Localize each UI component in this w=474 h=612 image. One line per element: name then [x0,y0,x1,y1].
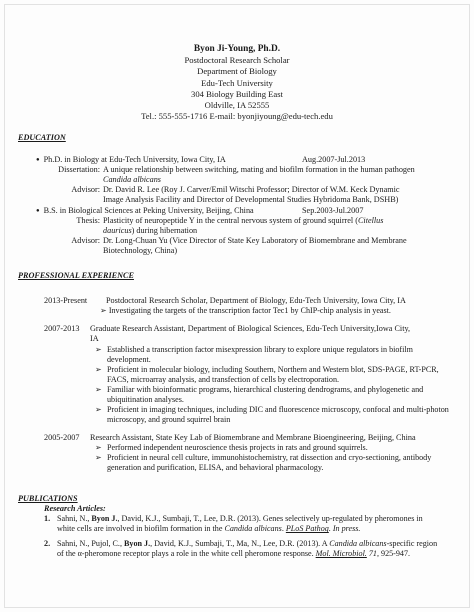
job-2-bullet-3: ➢ Familiar with bioinformatic programs, hierarchical clustering dendrograms, and phylogenetic and ubiquitination analyses. [95,385,424,405]
job-1-title: Postdoctoral Research Scholar, Department of Biology, Edu-Tech University, Iowa City, IA [106,296,406,305]
university: Edu-Tech University [201,77,273,88]
bullet-arrow-icon: ➢ [95,453,102,462]
advisor-text-1: Dr. David R. Lee (Roy J. Carver/Emil Witschi Professor; Director of W.M. Keck Dynamic [103,185,400,194]
address-line-1: 304 Biology Building East [191,88,283,99]
thesis-text-1: Plasticity of neuropeptide Y in the central nervous system of ground squirrel (Citellus [103,216,384,225]
bullet-arrow-icon: ➢ [95,385,102,394]
job-2-title-cont: IA [90,334,99,343]
bullet-arrow-icon: ➢ [95,405,102,414]
job-2-bullet-4: ➢ Proficient in imaging techniques, including DIC and fluorescence microscopy, confocal and multi-photon microscopy, and ground squirrel brain [95,405,449,425]
address-line-2: Oldville, IA 52555 [204,100,270,111]
publications-subheading: Research Articles: [44,504,106,513]
person-name: Byon Ji-Young, Ph.D. [193,44,281,54]
job-1-bullet-1: ➢ Investigating the targets of the transcription factor Tec1 by ChIP-chip analysis in yeast. [100,306,391,315]
thesis-label: Thesis: [76,216,100,225]
pub-1-number: 1. [44,514,51,523]
advisor2-label: Advisor: [71,236,100,245]
advisor2-text-1: Dr. Long-Chuan Yu (Vice Director of State Key Laboratory of Biomembrane and Membrane [103,236,407,245]
bullet-arrow-icon: ➢ [95,443,102,452]
job-2-bullet-2: ➢ Proficient in molecular biology, including Southern, Northern and Western blot, SDS-PAGE, RT-PCR, FACS, microarray analysis, and transfection of cells by electroporation. [95,365,439,385]
experience-heading: PROFESSIONAL EXPERIENCE [18,271,134,280]
job-2-dates: 2007-2013 [44,324,80,333]
job-2-title: Graduate Research Assistant, Department of Biological Sciences, Edu-Tech University,Iowa City, [90,324,411,333]
dissertation-text: A unique relationship between switching, mating and biofilm formation in the human pathogen [103,165,415,174]
department: Department of Biology [197,66,277,77]
contact-line: Tel.: 555-555-1716 E-mail: byonjiyoung@edu-tech.edu [141,111,333,122]
job-3-bullet-1: ➢ Performed independent neuroscience thesis projects in rats and ground squirrels. [95,443,368,452]
job-3-bullet-2: ➢ Proficient in neural cell culture, immunohistochemistry, rat dissection and cryo-sectioning, antibody generation and purification, ELISA, and behavioral pharmacology. [95,453,432,473]
pub-2-citation: Sahni, N., Pujol, C., Byon J., David, K.J., Sumbaji, T., Ma, N., Lee, D.R. (2013). A Candida albicans-specific region of the α-pheromone receptor plays a role in the white cell pheromone response. Mol. Microbiol. 71, 925-947. [57,539,438,559]
person-title: Postdoctoral Research Scholar [184,55,290,66]
advisor2-text-2: Biotechnology, China) [103,246,178,255]
thesis-text-2: dauricus) during hibernation [103,226,198,235]
advisor-label: Advisor: [71,185,100,194]
education-heading: EDUCATION [18,133,66,142]
bullet-arrow-icon: ➢ [95,365,102,374]
phd-degree: ● Ph.D. in Biology at Edu-Tech University, Iowa City, IA [36,155,226,166]
phd-dates: Aug.2007-Jul.2013 [302,155,366,164]
bullet-arrow-icon: ➢ [100,306,109,315]
publications-heading: PUBLICATIONS [18,494,78,503]
job-3-dates: 2005-2007 [44,433,80,442]
bullet-arrow-icon: ➢ [95,345,102,354]
pub-2-number: 2. [44,539,51,548]
job-3-title: Research Assistant, State Key Lab of Biomembrane and Membrane Bioengineering, Beijing, China [90,433,416,442]
dissertation-label: Dissertation: [58,165,100,174]
contact-header [0,44,474,122]
job-1-dates: 2013-Present [44,296,88,305]
job-2-bullet-1: ➢ Established a transcription factor misexpression library to explore unique regulators in biofilm development. [95,345,413,365]
bs-dates: Sep.2003-Jul.2007 [302,206,364,215]
advisor-text-2: Image Analysis Facility and Director of Developmental Studies Hybridoma Bank, DSHB) [103,195,399,204]
dissertation-organism: Candida albicans [103,175,161,184]
bs-degree: ● B.S. in Biological Sciences at Peking University, Beijing, China [36,206,254,217]
pub-1-citation: Sahni, N., Byon J., David, K.J., Sumbaji, T., Lee, D.R. (2013). Genes selectively up-regulated by pheromones in white cells are involved in biofilm formation in the Candida albicans. PLoS Pathog. In press. [57,514,423,534]
